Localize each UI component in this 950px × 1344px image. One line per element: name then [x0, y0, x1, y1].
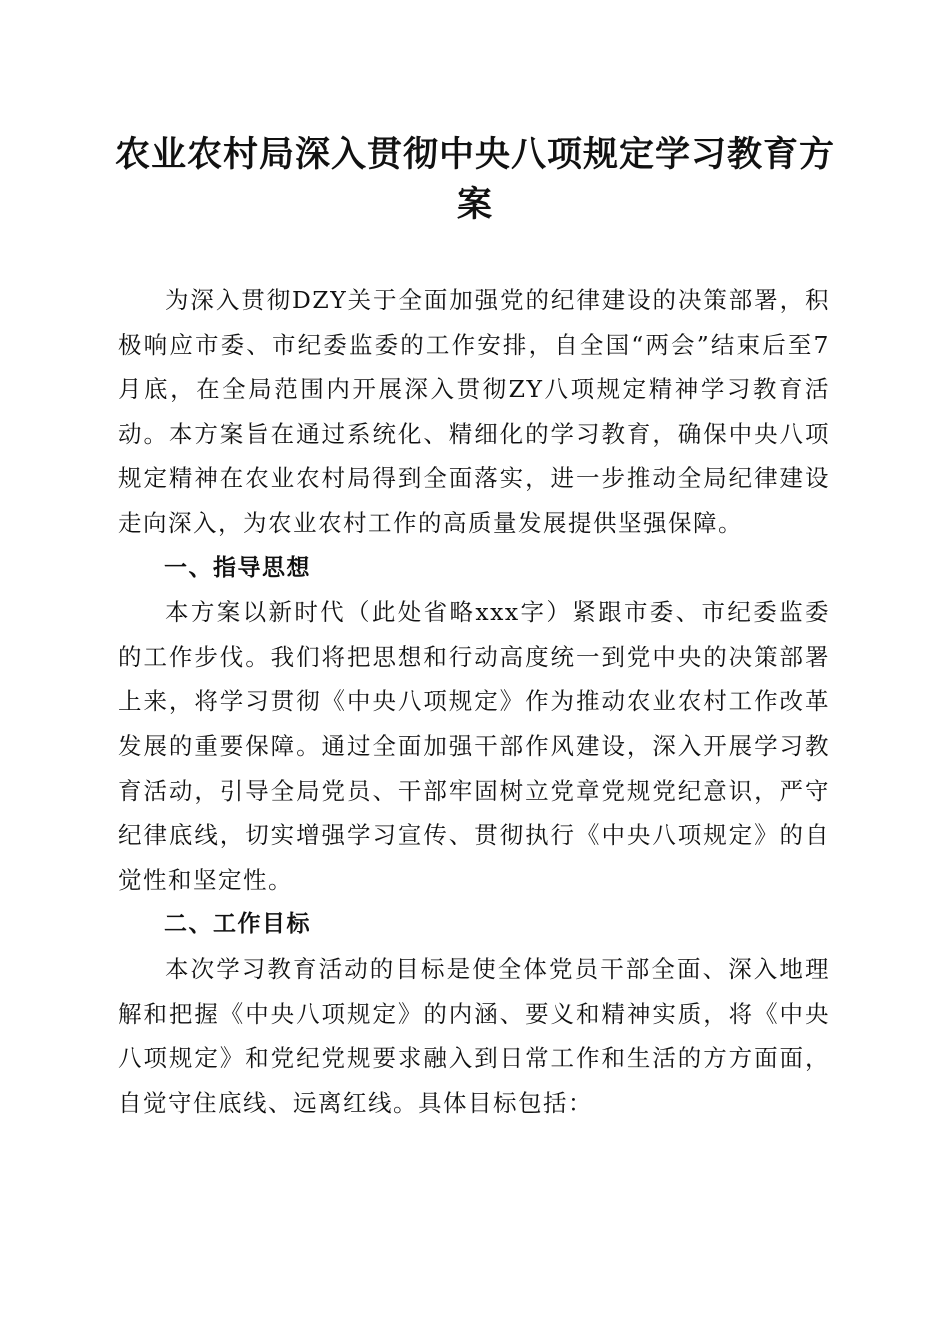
section-paragraph-guiding-ideology: 本方案以新时代（此处省略xxx字）紧跟市委、市纪委监委的工作步伐。我们将把思想和行动高度统一到党中央的决策部署上来，将学习贯彻《中央八项规定》作为推动农业农村工作改革发展的重要保障。通过全面加强干部作风建设，深入开展学习教育活动，引导全局党员、干部牢固树立党章党规党纪意识，严守纪律底线，切实增强学习宣传、贯彻执行《中央八项规定》的自觉性和坚定性。: [118, 598, 830, 894]
section-heading-work-goals: 二、工作目标: [164, 911, 311, 938]
section-paragraph-work-goals: 本次学习教育活动的目标是使全体党员干部全面、深入地理解和把握《中央八项规定》的内涵、要义和精神实质，将《中央八项规定》和党纪党规要求融入到日常工作和生活的方方面面，自觉守住底线、远离红线。具体目标包括：: [118, 954, 830, 1117]
section-heading-guiding-ideology: 一、指导思想: [164, 554, 311, 581]
document-body: [118, 278, 830, 1125]
document-title: 农业农村局深入贯彻中央八项规定学习教育方案: [114, 134, 835, 225]
intro-paragraph: 为深入贯彻DZY关于全面加强党的纪律建设的决策部署，积极响应市委、市纪委监委的工作安排，自全国“两会”结束后至7月底，在全局范围内开展深入贯彻ZY八项规定精神学习教育活动。本方案旨在通过系统化、精细化的学习教育，确保中央八项规定精神在农业农村局得到全面落实，进一步推动全局纪律建设走向深入，为农业农村工作的高质量发展提供坚强保障。: [118, 286, 830, 537]
